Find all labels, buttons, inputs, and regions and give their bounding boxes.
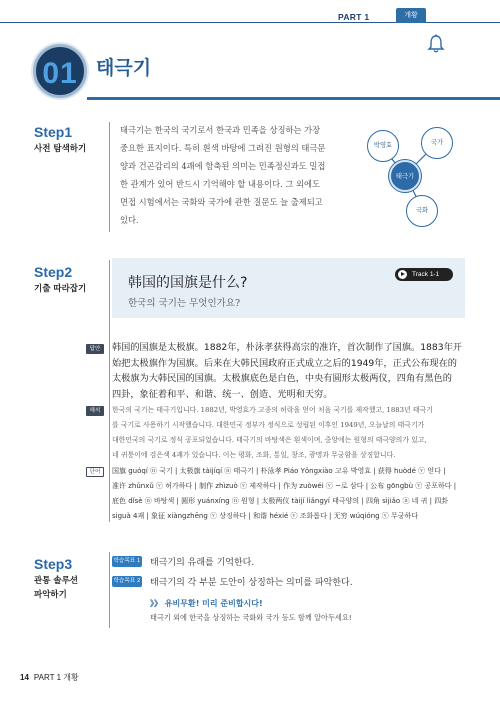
answer-line: 太极旗为大韩民国的国旗。太极旗底色是白色，中央有圆形太极两仪，四角有黑色的 (112, 373, 452, 384)
bell-icon (427, 34, 445, 54)
goal-text: 태극기의 유래를 기억한다. (150, 558, 255, 568)
footer-part: PART 1 개황 (33, 673, 79, 682)
paragraph-line: 있다. (120, 215, 139, 225)
step3-name: 관통 솔루션 (34, 576, 79, 586)
mindmap-node: 국화 (406, 195, 438, 227)
page-footer (20, 672, 79, 683)
vocab-list (112, 464, 456, 524)
question-chinese: 韩国的国旗是什么? (128, 275, 248, 291)
translation-text (112, 403, 433, 463)
chapter-number: 01 (42, 57, 78, 90)
step2-name: 기출 따라잡기 (34, 284, 87, 294)
answer-line: 始把太极旗作为国旗。后来在大韩民国政府正式成立之后的1949年，正式公布现在的 (112, 357, 457, 369)
paragraph-line: 한 관계가 있어 반드시 기억해야 할 내용이다. 그 외에도 (120, 179, 321, 189)
vocab-line: 国旗 guóqí ⓝ 국기 | 太极旗 tàijíqí ⓝ 태극기 | 朴泳孝 Piáo Yǒngxiào 고유 박영효 | 获得 huòdé ⓥ 얻다 | (112, 467, 446, 475)
chapter-number-badge (33, 44, 87, 98)
title-rule (87, 97, 500, 100)
chapter-title: 태극기 (96, 57, 152, 79)
vocab-tag: 단어 (86, 467, 104, 477)
play-icon (398, 270, 407, 279)
goal-text: 태극기의 각 부분 도안이 상징하는 의미를 파악한다. (150, 578, 353, 588)
question-korean: 한국의 국기는 무엇인가요? (128, 298, 241, 309)
answer-text (112, 340, 462, 402)
step3-name-line2: 파악하기 (34, 590, 67, 600)
answer-line: 韩国的国旗是太极旗。1882年，朴泳孝获得高宗的准许，首次制作了国旗。1883年开 (112, 342, 462, 353)
tip-title: 》》 유비무환! 미리 준비합시다! (150, 599, 263, 608)
step2-divider (109, 260, 110, 522)
step2-label: Step2 (34, 264, 73, 280)
translation-line: 한국의 국기는 태극기입니다. 1882년, 박영효가 고종의 허락을 얻어 처음 국기를 제작했고, 1883년 태극기 (112, 406, 433, 414)
translation-line: 대한민국의 국기로 정식 공포되었습니다. 태극기의 바탕색은 흰색이며, 중앙에는 원형의 태극양의가 있고, (112, 436, 427, 444)
vocab-line: siguà 4괘 | 象征 xiàngzhēng ⓥ 상징하다 | 和谐 héxié ⓥ 조화롭다 | 无穷 wúqióng ⓥ 무궁하다 (112, 512, 419, 520)
page-number: 14 (20, 673, 29, 682)
answer-line: 四卦，象征着和平、和谐、统一、创造、光明和天穷。 (112, 388, 333, 400)
mindmap-node: 박영효 (367, 130, 399, 162)
answer-tag: 답안 (86, 344, 104, 354)
paragraph-line: 면접 시험에서는 국화와 국가에 관한 질문도 늘 출제되고 (120, 197, 323, 207)
vocab-line: 底色 dǐsè ⓝ 바탕색 | 圆形 yuánxíng ⓝ 원형 | 太极两仪 tàijí liǎngyí 태극양의 | 四角 sìjiǎo ⓝ 네 귀 | 四卦 (112, 497, 449, 505)
audio-track-button[interactable]: Track 1-1 (395, 268, 453, 281)
mindmap-node: 국가 (421, 127, 453, 159)
vocab-line: 准许 zhǔnxǔ ⓥ 허가하다 | 制作 zhìzuò ⓥ 제작하다 | 作为 zuòwéi ⓥ ~로 삼다 | 公布 gōngbù ⓥ 공포하다 | (112, 482, 457, 490)
mindmap-center-node: 태극기 (389, 160, 421, 192)
part-tab[interactable]: 개황 (396, 8, 426, 23)
translation-line: 네 귀퉁이에 검은색 4괘가 있습니다. 이는 평화, 조화, 통일, 창조, 광명과 무궁함을 상징합니다. (112, 451, 396, 459)
step1-divider (109, 122, 110, 232)
paragraph-line: 태극기는 한국의 국기로서 한국과 민족을 상징하는 가장 (120, 125, 321, 135)
step1-paragraph (120, 121, 325, 229)
translation-tag: 해석 (86, 406, 104, 416)
goal-badge: 학습목표 2 (112, 576, 142, 587)
step3-label: Step3 (34, 556, 73, 572)
tip-body: 태극기 외에 한국을 상징하는 국화와 국가 등도 함께 알아두세요! (150, 613, 352, 622)
step1-label: Step1 (34, 124, 73, 140)
paragraph-line: 양과 건곤감리의 4괘에 함축된 의미는 민족정신과도 밀접 (120, 161, 326, 171)
step1-name: 사전 탐색하기 (34, 144, 87, 154)
step3-divider (109, 552, 110, 628)
paragraph-line: 중요한 표지이다. 특히 흰색 바탕에 그려진 원형의 태극문 (120, 143, 326, 153)
translation-line: 를 국기로 사용하기 시작했습니다. 대한민국 정부가 정식으로 성립된 이후인 1949년, 오늘날의 태극기가 (112, 421, 425, 429)
part-label: PART 1 (338, 12, 370, 22)
goal-badge: 학습목표 1 (112, 556, 142, 567)
